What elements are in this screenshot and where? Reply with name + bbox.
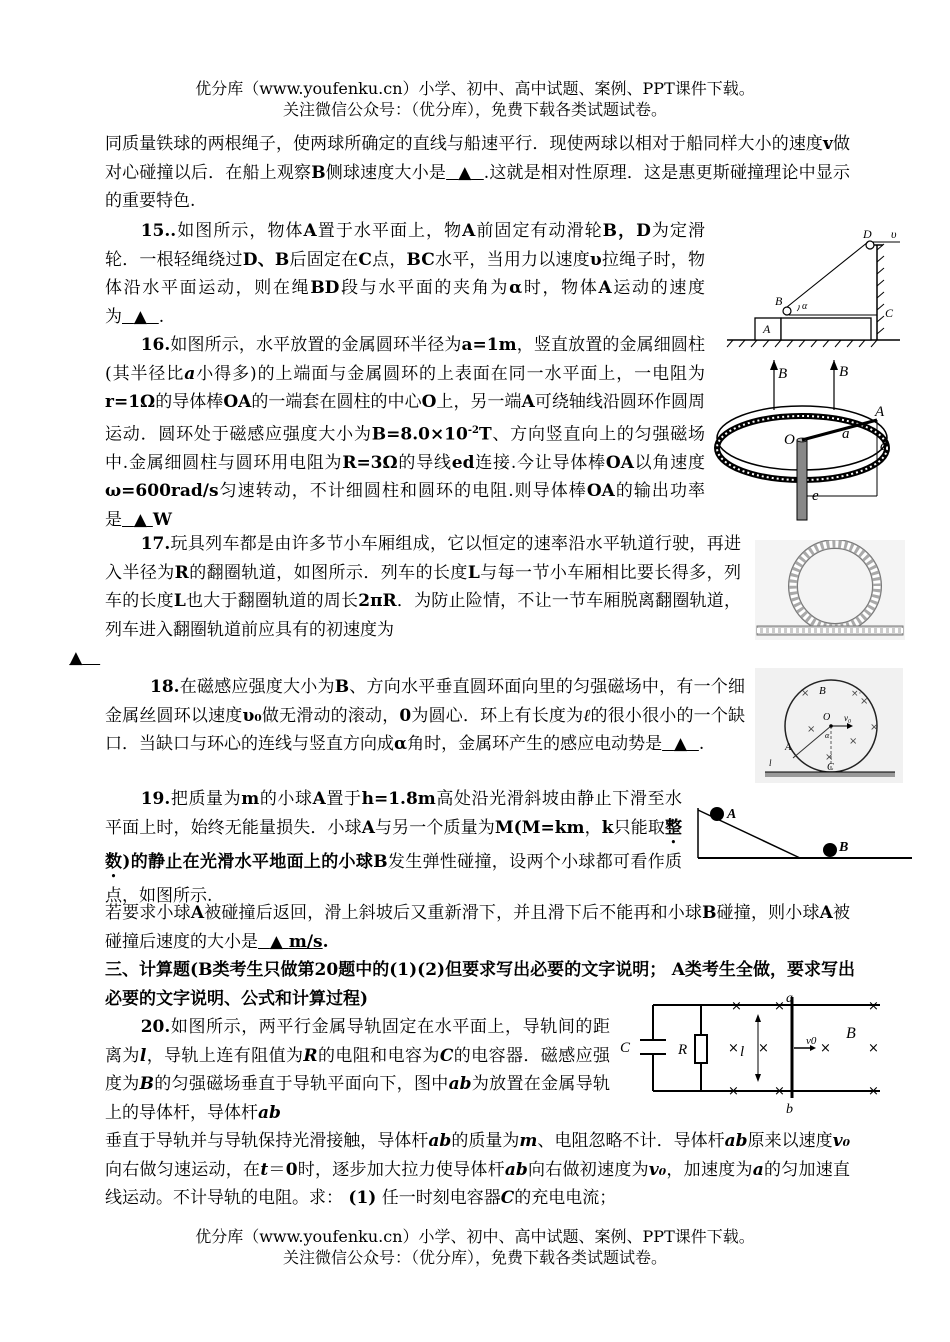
- label-a: a: [786, 991, 793, 1006]
- label-C: C: [885, 306, 894, 320]
- label-A: A: [763, 322, 771, 336]
- label-A: A: [875, 404, 885, 420]
- label-A: A: [727, 807, 737, 822]
- label-C: C: [620, 1040, 631, 1056]
- svg-text:×: ×: [868, 999, 879, 1014]
- svg-text:×: ×: [758, 1041, 769, 1056]
- label-d: d: [880, 438, 888, 454]
- label-B2: B: [839, 364, 849, 380]
- answer-blank: ▲: [69, 648, 83, 668]
- answer-blank: ▲: [133, 306, 147, 327]
- svg-text:×: ×: [860, 696, 869, 707]
- figure-rolling-ring: [755, 668, 903, 783]
- label-e: e: [812, 488, 819, 504]
- question-19: 19.把质量为m的小球A置于h=1.8m高处沿光滑斜坡由静止下滑至水平面上时，始终无能量损失．小球A与另一个质量为M(M=km，k只能取整数)的静止在光滑水平地面上的小球B发生弹性碰撞，设两个小球都可看作质点，如图所示.: [105, 789, 683, 906]
- label-R: R: [678, 1042, 688, 1058]
- svg-text:×: ×: [868, 1084, 879, 1099]
- answer-blank: ▲ m/s: [269, 931, 323, 952]
- question-20-tail: 垂直于导轨并与导轨保持光滑接触，导体杆ab的质量为m、电阻忽略不计．导体杆ab原来以速度v₀向右做匀速运动，在t＝0时，逐步加大拉力使导体杆ab向右做初速度为v₀，加速度为a的匀加速直线运动。不计导轨的电阻。求： (1) 任一时刻电容器C的充电电流；: [105, 1131, 851, 1208]
- label-O: O: [823, 712, 831, 723]
- svg-text:×: ×: [870, 722, 879, 733]
- svg-text:×: ×: [801, 688, 810, 699]
- label-A: A: [785, 742, 792, 753]
- label-v: υ: [891, 227, 897, 241]
- answer-blank: ▲: [458, 162, 472, 183]
- question-20: 20.如图所示，两平行金属导轨固定在水平面上，导轨间的距离为l，导轨上连有阻值为R的电阻和电容为C的电容器．磁感应强度为B的匀强磁场垂直于导轨平面向下，图中ab为放置在金属导轨上的导体杆，导体杆ab: [105, 1017, 611, 1123]
- page-footer: [0, 1226, 950, 1268]
- label-B: B: [839, 840, 849, 855]
- svg-text:×: ×: [825, 752, 834, 763]
- footer-line-1: 优分库（www.youfenku.cn）小学、初中、高中试题、案例、PPT课件下载。: [195, 1227, 755, 1246]
- question-16: 16.如图所示，水平放置的金属圆环半径为a=1m，竖直放置的金属细圆柱(其半径比a小得多)的上端面与金属圆环的上表面在同一水平面上，一电阻为r=1Ω的导体棒OA的一端套在圆柱的中心O上，另一端A可绕轴线沿圆环作圆周运动．圆环处于磁感应强度大小为$B=8.0\times 10^{-2}T$、方向竖直向上的匀强磁场中.金属细圆柱与圆环用电阻为R=3Ω的导线ed连接.今让导体棒OA以角速度ω=600rad/s匀速转动，不计细圆柱和圆环的电阻.则导体棒OA的输出功率是 ▲ W: [105, 335, 706, 530]
- question-19-tail: 若要求小球A被碰撞后返回，滑上斜坡后又重新滑下，并且滑下后不能再和小球B碰撞，则小球A被碰撞后速度的大小是 ▲ m/s.: [105, 903, 851, 952]
- footer-line-2: 关注微信公众号：（优分库），免费下载各类试题试卷。: [282, 1248, 667, 1267]
- label-a: a: [842, 426, 850, 442]
- question-14-tail: 同质量铁球的两根绳子，使两球所确定的直线与船速平行．现使两球以相对于船同样大小的速度v做对心碰撞以后．在船上观察B侧球速度大小是 ▲ .这就是相对性原理．这是惠更斯碰撞理论中显示的重要特色.: [105, 134, 851, 211]
- label-B: B: [775, 294, 783, 308]
- label-B: B: [846, 1025, 856, 1042]
- answer-blank: ▲: [133, 509, 147, 530]
- svg-text:×: ×: [728, 1041, 739, 1056]
- label-B: B: [819, 685, 826, 697]
- svg-text:×: ×: [774, 999, 785, 1014]
- question-18: 18.在磁感应强度大小为B、方向水平垂直圆环面向里的匀强磁场中，有一个细金属丝圆环以速度υ₀做无滑动的滚动，0为圆心．环上有长度为ℓ的很小很小的一个缺口．当缺口与环心的连线与竖直方向成α角时，金属环产生的感应电动势是 ▲ .: [105, 677, 746, 754]
- page-header: [0, 78, 950, 120]
- svg-text:×: ×: [728, 1084, 739, 1099]
- section-3-heading: 三、计算题(B类考生只做第20题中的(1)(2)但要求写出必要的文字说明； A类考生全做，要求写出必要的文字说明、公式和计算过程): [105, 960, 855, 1009]
- figure-ring: [712, 358, 912, 526]
- svg-text:×: ×: [807, 724, 816, 735]
- figure-pulley: [725, 225, 910, 350]
- header-line-1: 优分库（www.youfenku.cn）小学、初中、高中试题、案例、PPT课件下载。: [195, 79, 755, 98]
- label-l: l: [769, 758, 772, 768]
- question-17: 17.玩具列车都是由许多节小车厢组成，它以恒定的速率沿水平轨道行驶，再进入半径为R的翻圈轨道，如图所示．列车的长度L与每一节小车厢相比要长得多，列车的长度L也大于翻圈轨道的周长2πR．为防止险情，不让一节车厢脱离翻圈轨道，列车进入翻圈轨道前应具有的初速度为 ▲: [69, 534, 742, 668]
- label-l: l: [740, 1044, 745, 1060]
- label-alpha: α: [825, 731, 830, 740]
- label-b: b: [786, 1102, 793, 1117]
- label-O: O: [784, 432, 795, 448]
- question-15: 15..如图所示，物体A置于水平面上，物A前固定有动滑轮B，D为定滑轮．一根轻绳绕过D、B后固定在C点，BC水平，当用力以速度υ拉绳子时，物体沿水平面运动，则在绳BD段与水平面的夹角为α时，物体A运动的速度为 ▲ .: [105, 221, 706, 327]
- svg-text:×: ×: [731, 999, 742, 1014]
- svg-text:×: ×: [868, 1041, 879, 1056]
- svg-text:×·: ×·: [851, 689, 862, 699]
- label-B1: B: [778, 366, 788, 382]
- figure-rail-circuit: [618, 988, 898, 1118]
- figure-loop-track: [755, 540, 905, 640]
- header-line-2: 关注微信公众号：（优分库），免费下载各类试题试卷。: [282, 100, 667, 119]
- label-C: C: [827, 762, 834, 773]
- svg-text:×: ×: [820, 1041, 831, 1056]
- label-v0: v₀: [844, 713, 852, 723]
- figure-slope: [690, 800, 915, 865]
- svg-text:×: ×: [774, 1084, 785, 1099]
- label-alpha: α: [802, 301, 808, 312]
- answer-blank: ▲: [673, 734, 688, 754]
- label-v0: v0: [806, 1035, 817, 1047]
- label-D: D: [863, 227, 872, 241]
- svg-text:×: ×: [849, 736, 858, 747]
